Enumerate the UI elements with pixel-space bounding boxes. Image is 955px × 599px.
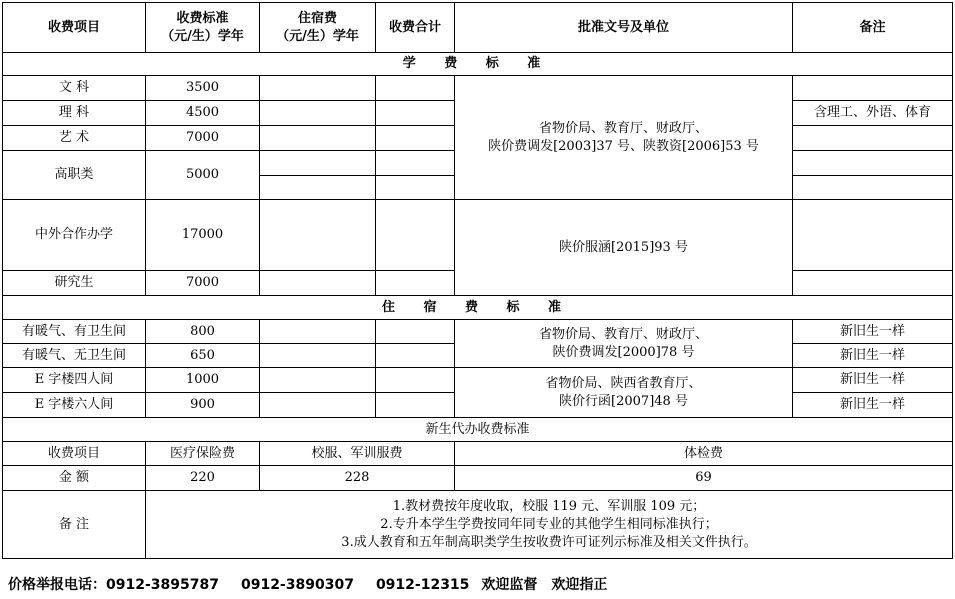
agency-col-uniform: 校服、军训服费 [260, 442, 455, 466]
note-line: 3.成人教育和五年制高职类学生按收费许可证列示标准及相关文件执行。 [341, 534, 757, 550]
row-item: 中外合作办学 [3, 200, 146, 271]
row-item: 高职类 [3, 151, 146, 200]
row-remark: 新旧生一样 [793, 320, 953, 344]
row-item: 有暖气、有卫生间 [3, 320, 146, 344]
agency-col-exam: 体检费 [455, 442, 953, 466]
row-remark: 新旧生一样 [793, 368, 953, 393]
header-remark: 备注 [793, 3, 953, 53]
agency-header-row [3, 442, 953, 466]
row-item: 文 科 [3, 76, 146, 101]
lodging-approval-1: 省物价局、教育厅、财政厅、 陕价费调发[2000]78 号 [455, 320, 793, 368]
note-line: 1.教材费按年度收取，校服 119 元、军训服 109 元； [392, 498, 706, 514]
footer-slogan-1: 欢迎监督 [481, 577, 538, 593]
header-approval: 批准文号及单位 [455, 3, 793, 53]
fee-table [2, 2, 953, 559]
footer-label: 价格举报电话： [8, 577, 106, 593]
row-item: 理 科 [3, 101, 146, 126]
row-fee: 800 [146, 320, 260, 344]
table-row [3, 200, 953, 271]
agency-amount-label: 金 额 [3, 466, 146, 491]
row-item: E 字楼六人间 [3, 393, 146, 418]
tuition-approval-2: 陕价服涵[2015]93 号 [455, 200, 793, 296]
row-fee: 1000 [146, 368, 260, 393]
header-tuition-standard: 收费标准 （元/生）学年 [146, 3, 260, 53]
footer-phone-3: 0912-12315 [375, 577, 470, 593]
row-item: 有暖气、无卫生间 [3, 344, 146, 368]
footer-phone-1: 0912-3895787 [106, 577, 219, 593]
header-row [3, 3, 953, 53]
agency-medical-value: 220 [146, 466, 260, 491]
row-fee: 7000 [146, 271, 260, 296]
tuition-approval-1: 省物价局、教育厅、财政厅、 陕价费调发[2003]37 号、陕教资[2006]53 号 [455, 76, 793, 200]
notes-row [3, 491, 953, 559]
footer-phone-2: 0912-3890307 [240, 577, 354, 593]
row-fee: 900 [146, 393, 260, 418]
header-lodging-fee: 住宿费 （元/生）学年 [260, 3, 376, 53]
lodging-approval-2: 省物价局、陕西省教育厅、 陕价行函[2007]48 号 [455, 368, 793, 418]
row-fee: 5000 [146, 151, 260, 200]
table-row [3, 320, 953, 344]
lodging-section-title: 住 宿 费 标 准 [3, 296, 953, 320]
row-remark: 新旧生一样 [793, 393, 953, 418]
table-row [3, 76, 953, 101]
agency-uniform-value: 228 [260, 466, 455, 491]
agency-exam-value: 69 [455, 466, 953, 491]
notes-content [146, 491, 953, 559]
agency-col-medical: 医疗保险费 [146, 442, 260, 466]
price-report-footer [8, 574, 629, 594]
agency-section-title: 新生代办收费标准 [3, 418, 953, 442]
remark-science: 含理工、外语、体育 [793, 101, 953, 126]
row-fee: 17000 [146, 200, 260, 271]
row-item: 艺 术 [3, 126, 146, 151]
agency-col-item: 收费项目 [3, 442, 146, 466]
header-total: 收费合计 [376, 3, 455, 53]
table-row [3, 368, 953, 393]
note-line: 2.专升本学生学费按同年同专业的其他学生相同标准执行； [380, 516, 718, 532]
row-fee: 7000 [146, 126, 260, 151]
notes-label: 备 注 [3, 491, 146, 559]
row-fee: 650 [146, 344, 260, 368]
row-fee: 4500 [146, 101, 260, 126]
header-item: 收费项目 [3, 3, 146, 53]
row-item: 研究生 [3, 271, 146, 296]
tuition-section-title: 学 费 标 准 [3, 53, 953, 76]
row-fee: 3500 [146, 76, 260, 101]
footer-slogan-2: 欢迎指正 [551, 577, 608, 593]
row-item: E 字楼四人间 [3, 368, 146, 393]
row-remark: 新旧生一样 [793, 344, 953, 368]
agency-amount-row [3, 466, 953, 491]
